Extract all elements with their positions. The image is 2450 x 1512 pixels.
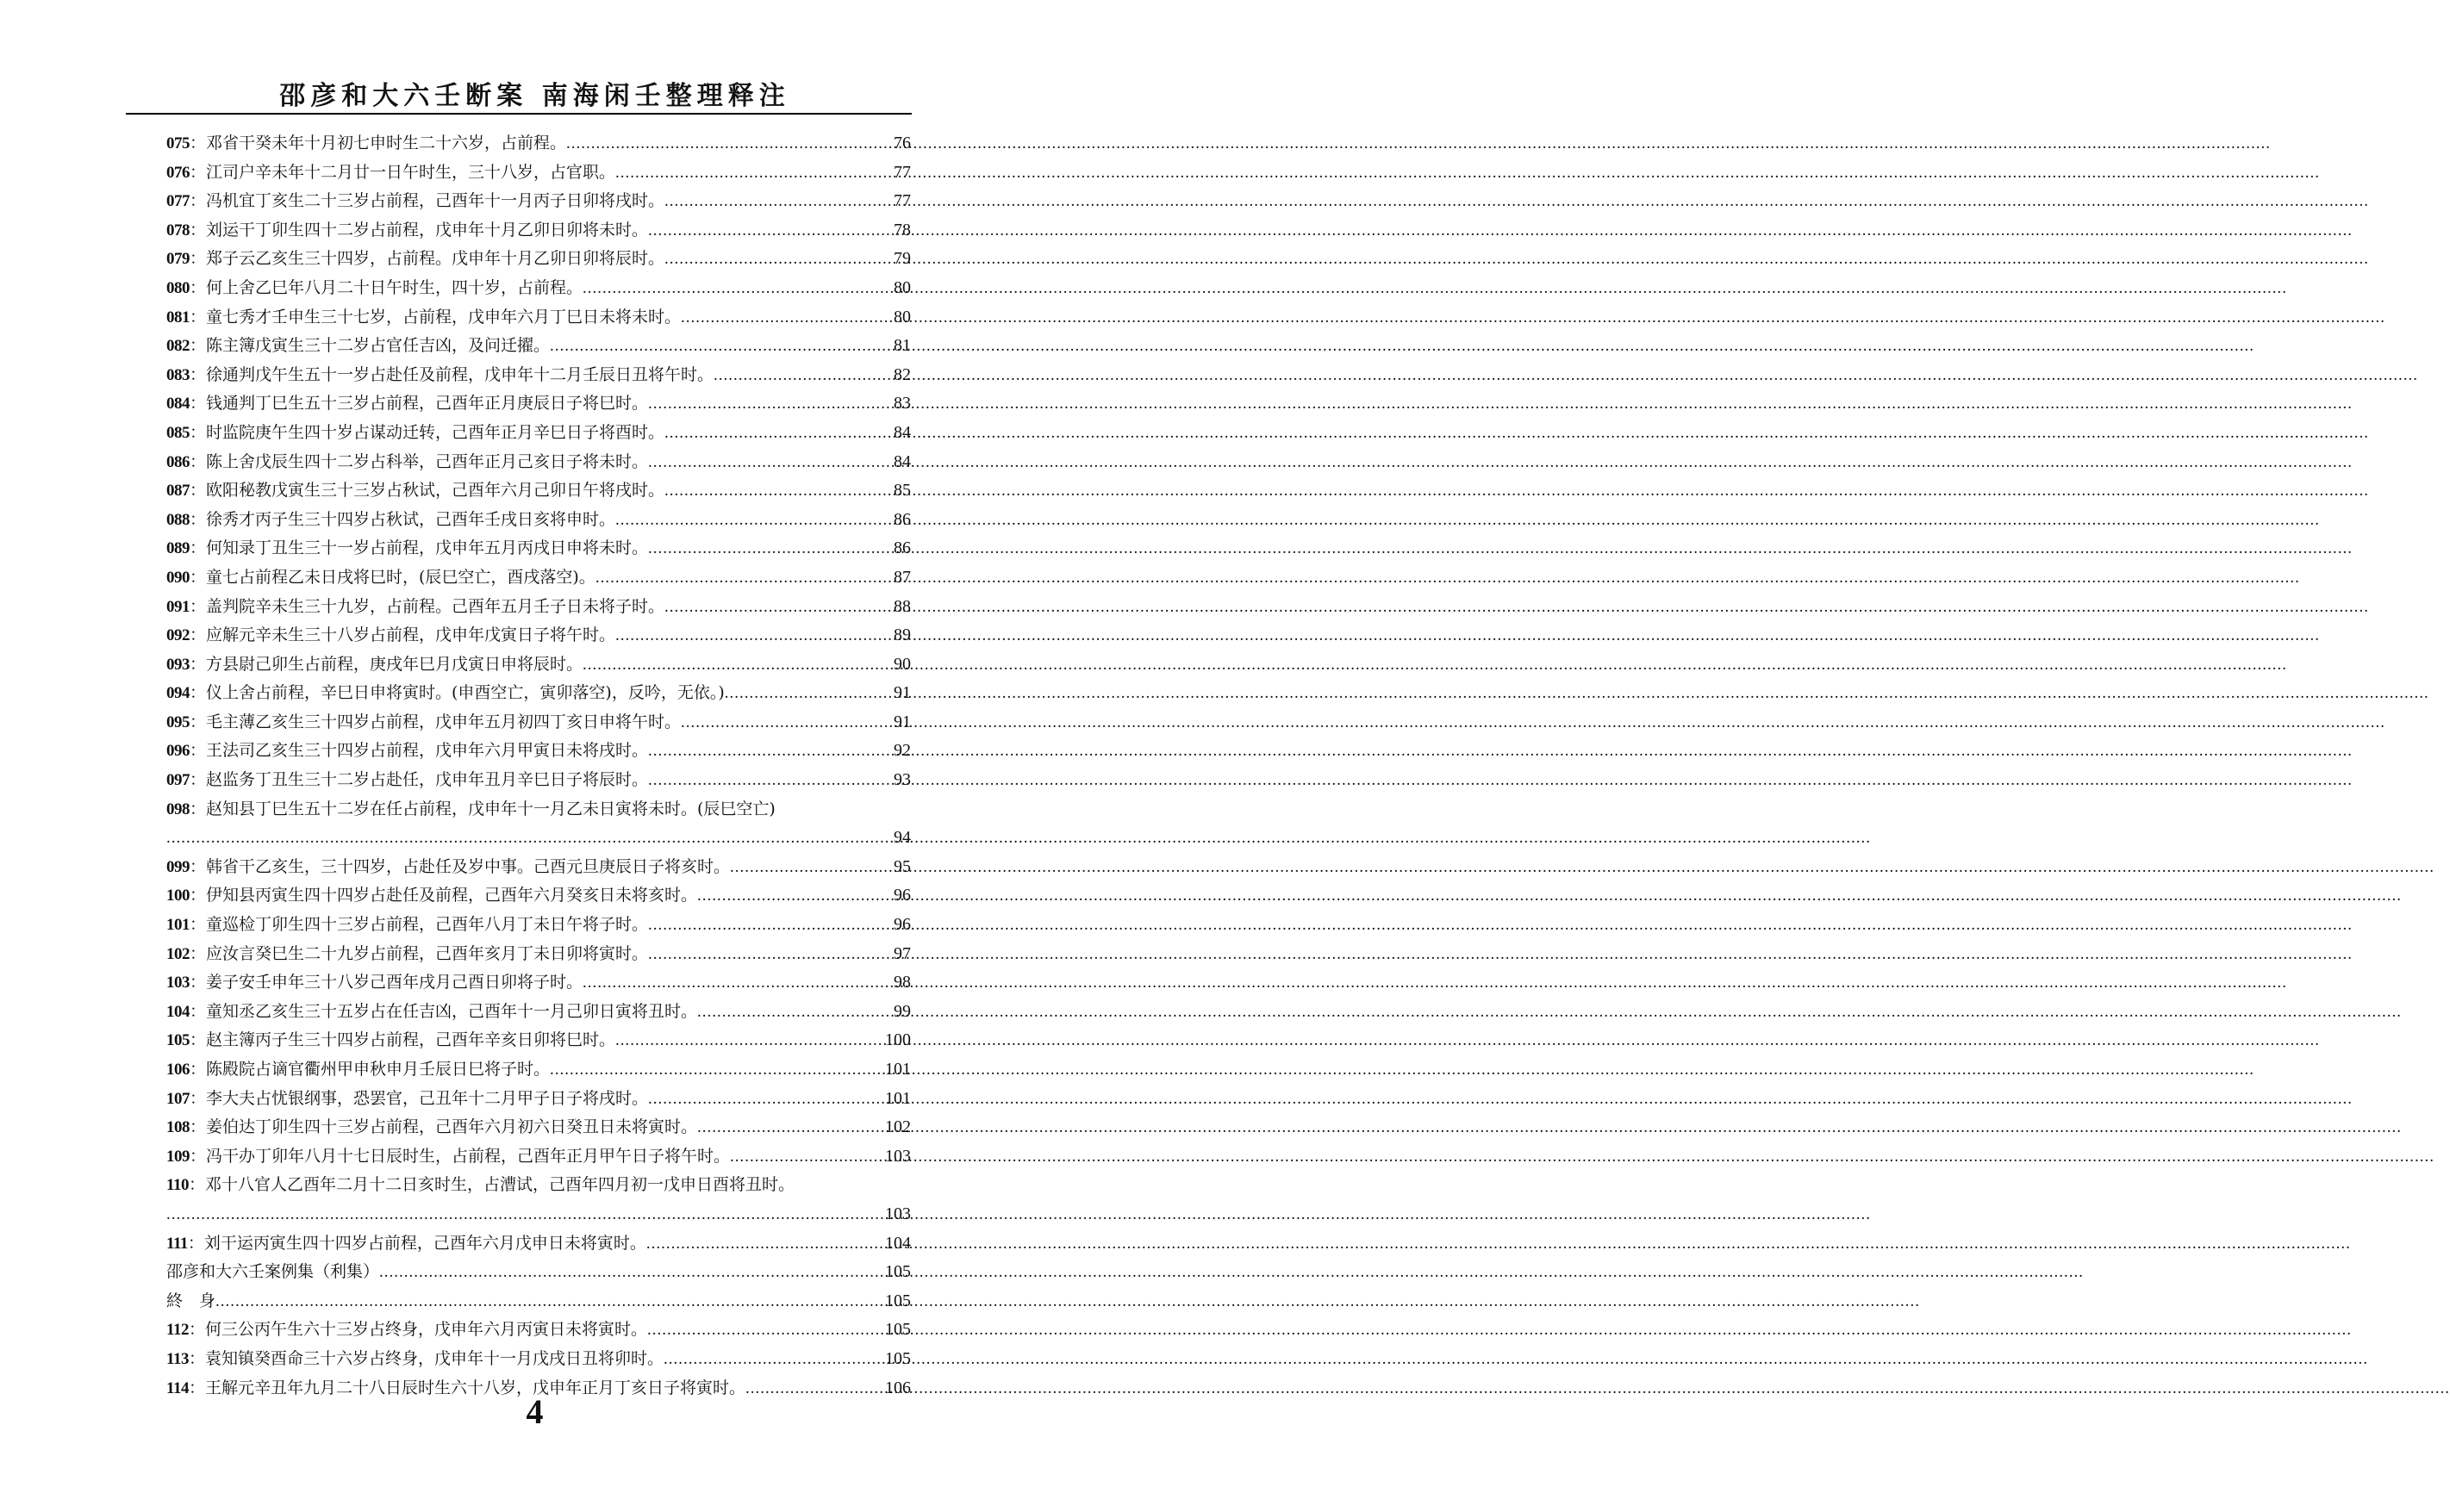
entry-text: ：刘运干丁卯生四十二岁占前程，戊申年十月乙卯日卯将未时。	[190, 220, 649, 240]
entry-text: ：何三公丙午生六十三岁占终身，戊申年六月丙寅日未将寅时。	[188, 1320, 647, 1340]
entry-page: 103	[885, 1204, 911, 1223]
entry-number: 083	[166, 365, 190, 384]
entry-page: 80	[894, 277, 911, 297]
toc-entry[interactable]	[166, 708, 911, 737]
dot-leader	[583, 275, 894, 303]
dot-leader	[648, 912, 894, 940]
entry-number: 093	[166, 655, 190, 674]
toc-entry[interactable]	[166, 1026, 911, 1055]
entry-title	[166, 476, 664, 506]
dot-leader	[615, 507, 894, 535]
entry-title	[166, 129, 566, 159]
toc-entry[interactable]	[166, 361, 911, 390]
entry-text: ：童巡检丁卯生四十三岁占前程，己酉年八月丁未日午将子时。	[190, 915, 649, 935]
entry-page: 106	[885, 1378, 911, 1397]
entry-page: 98	[894, 973, 911, 992]
dot-leader	[664, 477, 894, 506]
entry-text: ：童知丞乙亥生三十五岁占在任吉凶，己酉年十一月己卯日寅将丑时。	[190, 1001, 698, 1021]
entry-page: 101	[885, 1060, 911, 1079]
entry-title	[166, 593, 664, 622]
entry-title	[166, 737, 648, 766]
entry-text: ：毛主薄乙亥生三十四岁占前程，戊申年五月初四丁亥日申将午时。	[190, 712, 682, 731]
entry-page: 105	[885, 1348, 911, 1368]
entry-text: ：王法司乙亥生三十四岁占前程，戊申年六月甲寅日未将戌时。	[190, 741, 649, 761]
dot-leader	[730, 854, 894, 882]
entry-text: ：徐秀才丙子生三十四岁占秋试，己酉年壬戌日亥将申时。	[190, 509, 616, 529]
entry-page: 84	[894, 451, 911, 471]
entry-title	[166, 1345, 664, 1374]
entry-page: 76	[894, 134, 911, 152]
entry-page: 88	[894, 596, 911, 616]
entry-number: 114	[166, 1378, 189, 1397]
dot-leader	[648, 390, 894, 419]
toc-entry[interactable]	[166, 621, 911, 650]
dot-leader	[664, 246, 894, 274]
toc-entry[interactable]	[166, 389, 911, 419]
entry-number: 095	[166, 712, 190, 731]
dot-leader	[714, 362, 894, 390]
entry-title	[166, 766, 648, 795]
entry-number: 110	[166, 1176, 189, 1195]
dot-leader	[681, 304, 894, 333]
page-header: 邵彦和大六壬断案 南海闲壬整理释注	[279, 81, 790, 111]
entry-number: 084	[166, 395, 190, 414]
entry-text: ：陈上舍戊辰生四十二岁占科举，己酉年正月己亥日子将未时。	[190, 451, 649, 471]
entry-text: ：盖判院辛未生三十九岁，占前程。己酉年五月壬子日未将子时。	[190, 596, 665, 616]
entry-number: 099	[166, 857, 190, 876]
entry-title	[166, 361, 714, 390]
entry-number: 094	[166, 684, 190, 703]
entry-title	[166, 563, 595, 593]
dot-leader	[583, 651, 894, 680]
toc-entry[interactable]	[166, 853, 911, 882]
entry-title	[166, 419, 664, 448]
dot-leader	[648, 941, 894, 969]
entry-text: ：徐通判戊午生五十一岁占赴任及前程，戊申年十二月壬辰日丑将午时。	[190, 364, 714, 384]
entry-title	[166, 159, 615, 188]
dot-leader	[648, 767, 894, 795]
entry-page: 86	[894, 509, 911, 529]
entry-title	[166, 1316, 647, 1345]
toc-entry[interactable]	[166, 1055, 911, 1085]
entry-page: 99	[894, 1001, 911, 1021]
entry-page: 82	[894, 364, 911, 384]
entry-text: ：冯干办丁卯年八月十七日辰时生，占前程，己酉年正月甲午日子将午时。	[190, 1146, 731, 1166]
entry-text: ：方县尉己卯生占前程，庚戌年巳月戊寅日申将辰时。	[190, 654, 583, 674]
entry-page: 85	[894, 481, 911, 501]
dot-leader	[648, 1086, 885, 1114]
toc-entry[interactable]	[166, 216, 911, 246]
entry-page: 104	[885, 1233, 911, 1253]
entry-text: 邵彦和大六壬案例集（利集）	[166, 1262, 380, 1282]
entry-text: ：伊知县丙寅生四十四岁占赴任及前程，己酉年六月癸亥日未将亥时。	[190, 886, 698, 905]
entry-text: 終 身	[166, 1291, 216, 1310]
dot-leader	[664, 594, 894, 622]
entry-page: 92	[894, 741, 911, 761]
entry-number: 101	[166, 916, 190, 935]
toc-entry[interactable]	[166, 679, 911, 708]
entry-page: 97	[894, 943, 911, 963]
entry-text: ：王解元辛丑年九月二十八日辰时生六十八岁，戊申年正月丁亥日子将寅时。	[188, 1378, 745, 1397]
entry-page: 81	[894, 336, 911, 356]
entry-title	[166, 1142, 730, 1172]
toc-entry[interactable]	[166, 1316, 911, 1345]
entry-number: 082	[166, 337, 190, 356]
toc-entry[interactable]	[166, 766, 911, 795]
dot-leader	[615, 1027, 885, 1055]
entry-page: 80	[894, 307, 911, 327]
entry-number: 111	[166, 1234, 188, 1253]
toc-entry[interactable]	[166, 650, 911, 680]
entry-title	[166, 187, 664, 216]
entry-text: ：何知录丁丑生三十一岁占前程，戊申年五月丙戌日申将未时。	[190, 538, 649, 558]
entry-page: 89	[894, 625, 911, 645]
dot-leader	[215, 1288, 885, 1316]
dot-leader	[595, 564, 894, 593]
entry-page: 90	[894, 654, 911, 674]
entry-page: 102	[885, 1117, 911, 1137]
toc-entry[interactable]	[166, 940, 911, 969]
dot-leader	[681, 709, 894, 737]
entry-title	[166, 1113, 697, 1142]
entry-title	[166, 621, 615, 650]
entry-number: 088	[166, 510, 190, 529]
entry-page: 77	[894, 191, 911, 211]
entry-page: 94	[894, 828, 911, 848]
entry-text: ：应汝言癸巳生二十九岁占前程，己酉年亥月丁未日卯将寅时。	[190, 943, 649, 963]
entry-title	[166, 940, 648, 969]
entry-number: 097	[166, 771, 190, 790]
entry-number: 112	[166, 1321, 189, 1340]
entry-page: 84	[894, 422, 911, 442]
dot-leader	[166, 824, 894, 853]
entry-title	[166, 1026, 615, 1055]
dot-leader	[697, 1114, 885, 1142]
entry-page: 96	[894, 886, 911, 905]
toc-entry[interactable]	[166, 1258, 911, 1287]
dot-leader	[166, 1201, 885, 1229]
entry-number: 100	[166, 887, 190, 905]
entry-title	[166, 245, 664, 274]
entry-text: ：应解元辛未生三十八岁占前程，戊申年戊寅日子将午时。	[190, 625, 616, 645]
toc-entry-continuation[interactable]	[166, 824, 911, 853]
entry-text: ：童七占前程乙未日戌将巳时，(辰巳空亡，酉戌落空)。	[190, 567, 595, 587]
toc-entry[interactable]	[166, 129, 911, 159]
entry-page: 79	[894, 249, 911, 269]
toc-entry[interactable]	[166, 1171, 911, 1200]
entry-number: 091	[166, 597, 190, 616]
entry-page: 96	[894, 915, 911, 935]
entry-number: 103	[166, 974, 190, 992]
toc-entry[interactable]	[166, 1229, 911, 1259]
entry-number: 080	[166, 278, 190, 297]
dot-leader	[730, 1143, 885, 1172]
toc-entry[interactable]	[166, 159, 911, 188]
entry-number: 090	[166, 568, 190, 587]
entry-title	[166, 853, 730, 882]
entry-page: 101	[885, 1088, 911, 1108]
entry-page: 86	[894, 538, 911, 558]
entry-text: ：赵监务丁丑生三十二岁占赴任，戊申年丑月辛巳日子将辰时。	[190, 770, 649, 790]
entry-title	[166, 534, 648, 563]
entry-text: ：刘干运丙寅生四十四岁占前程，己酉年六月戊申日未将寅时。	[187, 1233, 646, 1253]
entry-number: 075	[166, 134, 190, 152]
entry-text: ：姜子安壬申年三十八岁己酉年戌月己酉日卯将子时。	[190, 973, 583, 992]
entry-number: 098	[166, 800, 190, 818]
entry-text: ：陈主簿戊寅生三十二岁占官任吉凶，及问迁擢。	[190, 336, 551, 356]
dot-leader	[664, 1346, 885, 1374]
entry-number: 107	[166, 1089, 190, 1108]
entry-text: ：郑子云乙亥生三十四岁，占前程。戊申年十月乙卯日卯将辰时。	[190, 249, 665, 269]
toc-entry[interactable]	[166, 419, 911, 448]
entry-title	[166, 679, 725, 708]
entry-number: 081	[166, 308, 190, 327]
entry-number: 109	[166, 1147, 190, 1166]
toc-entry[interactable]	[166, 1345, 911, 1374]
toc-entry[interactable]	[166, 506, 911, 535]
entry-page: 95	[894, 856, 911, 876]
entry-page: 87	[894, 567, 911, 587]
entry-number: 092	[166, 626, 190, 645]
dot-leader	[648, 217, 894, 246]
entry-text: ：时监院庚午生四十岁占谋动迁转，己酉年正月辛巳日子将酉时。	[190, 422, 665, 442]
dot-leader	[664, 420, 894, 448]
header-rule	[126, 113, 912, 115]
entry-page: 103	[885, 1146, 911, 1166]
entry-page: 105	[885, 1320, 911, 1340]
toc-entry[interactable]	[166, 998, 911, 1027]
entry-title: ：邓十八官人乙酉年二月十二日亥时生，占漕试，己酉年四月初一戊申日酉将丑时。	[188, 1175, 795, 1195]
toc-entry[interactable]	[166, 303, 911, 333]
entry-number: 113	[166, 1349, 189, 1368]
entry-number: 079	[166, 250, 190, 269]
entry-title	[166, 448, 648, 477]
dot-leader	[648, 535, 894, 563]
entry-title	[166, 881, 697, 911]
entry-number: 076	[166, 163, 190, 182]
dot-leader	[725, 680, 894, 708]
page-number: 4	[526, 1392, 544, 1431]
entry-title	[166, 389, 648, 419]
toc-entry[interactable]	[166, 274, 911, 303]
entry-title	[166, 332, 550, 361]
entry-number: 087	[166, 482, 190, 501]
entry-number: 104	[166, 1002, 190, 1021]
entry-text: ：陈殿院占谪官衢州甲申秋申月壬辰日巳将子时。	[190, 1060, 551, 1079]
entry-title	[166, 708, 681, 737]
entry-title	[166, 998, 697, 1027]
entry-page: 77	[894, 162, 911, 182]
dot-leader	[550, 333, 894, 361]
entry-text: ：冯机宜丁亥生二十三岁占前程，己酉年十一月丙子日卯将戌时。	[190, 191, 665, 211]
entry-text: ：赵主簿丙子生三十四岁占前程，己酉年辛亥日卯将巳时。	[190, 1030, 616, 1050]
entry-title	[166, 1258, 379, 1286]
entry-number: 105	[166, 1031, 190, 1050]
entry-page: 91	[894, 683, 911, 703]
dot-leader	[697, 999, 894, 1027]
toc-entry[interactable]	[166, 563, 911, 593]
entry-title	[166, 216, 648, 246]
dot-leader	[566, 130, 894, 159]
entry-number: 102	[166, 944, 190, 963]
entry-text: ：袁知镇癸酉命三十六岁占终身，戊申年十一月戊戌日丑将卯时。	[188, 1348, 664, 1368]
dot-leader	[697, 882, 894, 911]
entry-title: ：赵知县丁巳生五十二岁在任占前程，戊申年十一月乙未日寅将未时。(辰巳空亡)	[190, 799, 776, 818]
entry-text: ：姜伯达丁卯生四十三岁占前程，己酉年六月初六日癸丑日未将寅时。	[190, 1117, 698, 1137]
entry-text: ：韩省干乙亥生，三十四岁，占赴任及岁中事。己酉元旦庚辰日子将亥时。	[190, 856, 731, 876]
toc-entry[interactable]	[166, 534, 911, 563]
dot-leader	[615, 622, 894, 650]
entry-number: 086	[166, 452, 190, 471]
entry-title	[166, 650, 583, 680]
toc-entry[interactable]	[166, 968, 911, 998]
toc-entry[interactable]	[166, 245, 911, 274]
entry-number: 078	[166, 221, 190, 240]
toc-entry[interactable]	[166, 1113, 911, 1142]
entry-text: ：童七秀才壬申生三十七岁，占前程，戊申年六月丁巳日未将未时。	[190, 307, 682, 327]
table-of-contents	[166, 129, 911, 1403]
dot-leader	[583, 969, 894, 998]
dot-leader	[647, 1316, 885, 1345]
entry-title	[166, 274, 583, 303]
toc-entry[interactable]	[166, 593, 911, 622]
toc-entry[interactable]	[166, 737, 911, 766]
entry-number: 077	[166, 192, 190, 211]
entry-text: ：仪上舍占前程，辛巳日申将寅时。(申酉空亡，寅卯落空)，反吟，无依。)	[190, 683, 725, 703]
dot-leader	[550, 1056, 885, 1085]
toc-entry[interactable]	[166, 476, 911, 506]
entry-title	[166, 911, 648, 940]
entry-number: 085	[166, 423, 190, 442]
entry-title	[166, 1085, 648, 1114]
entry-page: 78	[894, 220, 911, 240]
entry-page: 105	[885, 1262, 911, 1282]
toc-entry[interactable]	[166, 1085, 911, 1114]
entry-title	[166, 1287, 215, 1316]
entry-title	[166, 1229, 646, 1259]
dot-leader	[379, 1259, 885, 1287]
entry-number: 108	[166, 1118, 190, 1137]
toc-entry[interactable]	[166, 881, 911, 911]
dot-leader	[615, 159, 894, 188]
entry-text: ：江司户辛未年十二月廿一日午时生，三十八岁，占官职。	[190, 162, 616, 182]
dot-leader	[664, 188, 894, 216]
entry-text: ：李大夫占忧银纲事，恐罢官，己丑年十二月甲子日子将戌时。	[190, 1088, 649, 1108]
toc-entry[interactable]	[166, 1287, 911, 1316]
entry-title	[166, 1055, 550, 1085]
entry-text: ：邓省干癸未年十月初七申时生二十六岁，占前程。	[190, 134, 567, 152]
toc-entry[interactable]	[166, 1142, 911, 1172]
toc-entry[interactable]	[166, 448, 911, 477]
entry-text: ：何上舍乙巳年八月二十日午时生，四十岁，占前程。	[190, 277, 583, 297]
dot-leader	[648, 449, 894, 477]
toc-entry[interactable]	[166, 187, 911, 216]
dot-leader	[648, 737, 894, 766]
entry-number: 106	[166, 1061, 190, 1079]
toc-entry[interactable]	[166, 332, 911, 361]
entry-text: ：钱通判丁巳生五十三岁占前程，己酉年正月庚辰日子将巳时。	[190, 394, 649, 414]
toc-entry[interactable]	[166, 795, 911, 824]
dot-leader	[646, 1230, 885, 1259]
entry-title	[166, 968, 583, 998]
entry-text: ：欧阳秘教戊寅生三十三岁占秋试，己酉年六月己卯日午将戌时。	[190, 481, 665, 501]
entry-number: 096	[166, 742, 190, 761]
entry-page: 91	[894, 712, 911, 731]
entry-page: 83	[894, 394, 911, 414]
entry-title	[166, 303, 681, 333]
entry-number: 089	[166, 539, 190, 558]
entry-title	[166, 506, 615, 535]
toc-entry[interactable]	[166, 911, 911, 940]
entry-page: 100	[885, 1030, 911, 1050]
entry-page: 93	[894, 770, 911, 790]
entry-page: 105	[885, 1291, 911, 1310]
toc-entry-continuation[interactable]	[166, 1200, 911, 1229]
